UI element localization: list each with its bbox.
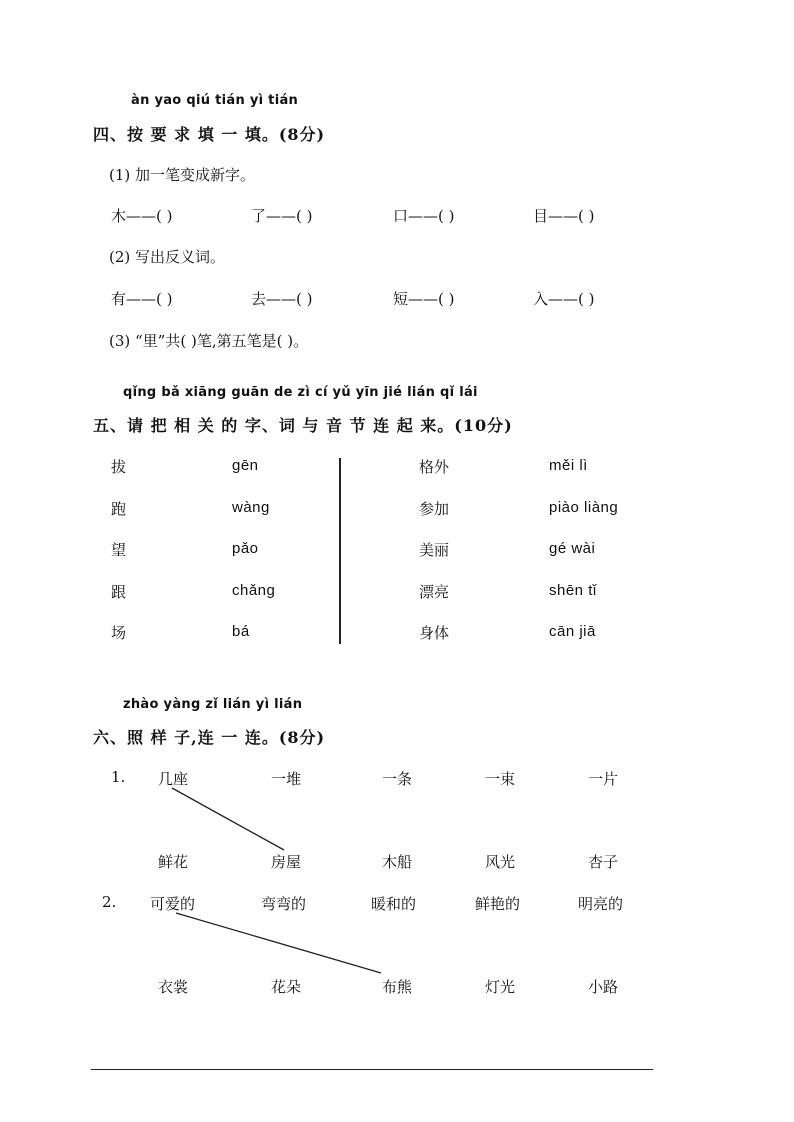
q1-item-3: 口——( ) xyxy=(393,207,455,225)
right-word-4: 漂亮 xyxy=(419,583,450,601)
right-pinyin-5: cān jiā xyxy=(549,623,596,640)
section5-pinyin: qǐng bǎ xiāng guān de zì cí yǔ yīn jié lián qǐ lái xyxy=(123,385,478,400)
left-char-4: 跟 xyxy=(111,583,127,601)
right-pinyin-3: gé wài xyxy=(549,540,596,557)
q1-top-2: 一堆 xyxy=(271,770,302,788)
q2-bottom-1: 衣裳 xyxy=(158,978,189,996)
q2-bottom-4: 灯光 xyxy=(485,978,516,996)
left-char-3: 望 xyxy=(111,541,127,559)
left-pinyin-3: pǎo xyxy=(232,540,259,557)
right-word-5: 身体 xyxy=(419,624,450,642)
section4-pinyin: àn yao qiú tián yì tián xyxy=(131,93,299,108)
footer-rule xyxy=(91,1069,653,1070)
example-line-2 xyxy=(176,913,381,973)
q2-top-3: 暖和的 xyxy=(371,895,417,913)
right-pinyin-2: piào liàng xyxy=(549,499,619,516)
left-pinyin-1: gēn xyxy=(232,457,259,474)
q2-item-4: 入——( ) xyxy=(533,290,595,308)
q1-number: 1. xyxy=(111,768,126,786)
right-word-1: 格外 xyxy=(419,458,450,476)
section4-q2-label: (2) 写出反义词。 xyxy=(109,248,226,266)
section6-pinyin: zhào yàng zǐ lián yì lián xyxy=(123,697,303,712)
left-pinyin-4: chǎng xyxy=(232,582,276,599)
section5-heading: 五、请 把 相 关 的 字、词 与 音 节 连 起 来。(10分) xyxy=(93,416,513,435)
q1-top-4: 一束 xyxy=(485,770,516,788)
q1-bottom-5: 杏子 xyxy=(588,853,619,871)
q1-top-1: 几座 xyxy=(158,770,189,788)
right-word-2: 参加 xyxy=(419,500,450,518)
q1-bottom-4: 风光 xyxy=(485,853,516,871)
q2-bottom-5: 小路 xyxy=(588,978,619,996)
example-line-1 xyxy=(172,788,284,850)
q1-item-1: 木——( ) xyxy=(111,207,173,225)
left-pinyin-2: wàng xyxy=(232,499,270,516)
q2-bottom-2: 花朵 xyxy=(271,978,302,996)
right-pinyin-4: shēn tǐ xyxy=(549,582,597,599)
left-char-1: 拔 xyxy=(111,458,127,476)
column-divider xyxy=(339,458,341,644)
left-pinyin-5: bá xyxy=(232,623,250,640)
q1-bottom-1: 鲜花 xyxy=(158,853,189,871)
right-pinyin-1: měi lì xyxy=(549,457,588,474)
q2-top-2: 弯弯的 xyxy=(261,895,307,913)
q1-top-3: 一条 xyxy=(382,770,413,788)
q2-top-4: 鲜艳的 xyxy=(475,895,521,913)
q2-top-1: 可爱的 xyxy=(150,895,196,913)
section4-q1-label: (1) 加一笔变成新字。 xyxy=(109,166,256,184)
right-word-3: 美丽 xyxy=(419,541,450,559)
q1-bottom-2: 房屋 xyxy=(271,853,302,871)
q1-bottom-3: 木船 xyxy=(382,853,413,871)
q2-number: 2. xyxy=(102,893,117,911)
left-char-5: 场 xyxy=(111,624,127,642)
section4-q3-label: (3) “里”共( )笔,第五笔是( )。 xyxy=(109,332,309,350)
left-char-2: 跑 xyxy=(111,500,127,518)
q2-item-2: 去——( ) xyxy=(251,290,313,308)
q2-bottom-3: 布熊 xyxy=(382,978,413,996)
q1-item-4: 目——( ) xyxy=(533,207,595,225)
q2-top-5: 明亮的 xyxy=(578,895,624,913)
q2-item-1: 有——( ) xyxy=(111,290,173,308)
q1-item-2: 了——( ) xyxy=(251,207,313,225)
q1-top-5: 一片 xyxy=(588,770,619,788)
section6-heading: 六、照 样 子,连 一 连。(8分) xyxy=(93,728,326,747)
section4-heading: 四、按 要 求 填 一 填。(8分) xyxy=(93,125,326,144)
q2-item-3: 短——( ) xyxy=(393,290,455,308)
